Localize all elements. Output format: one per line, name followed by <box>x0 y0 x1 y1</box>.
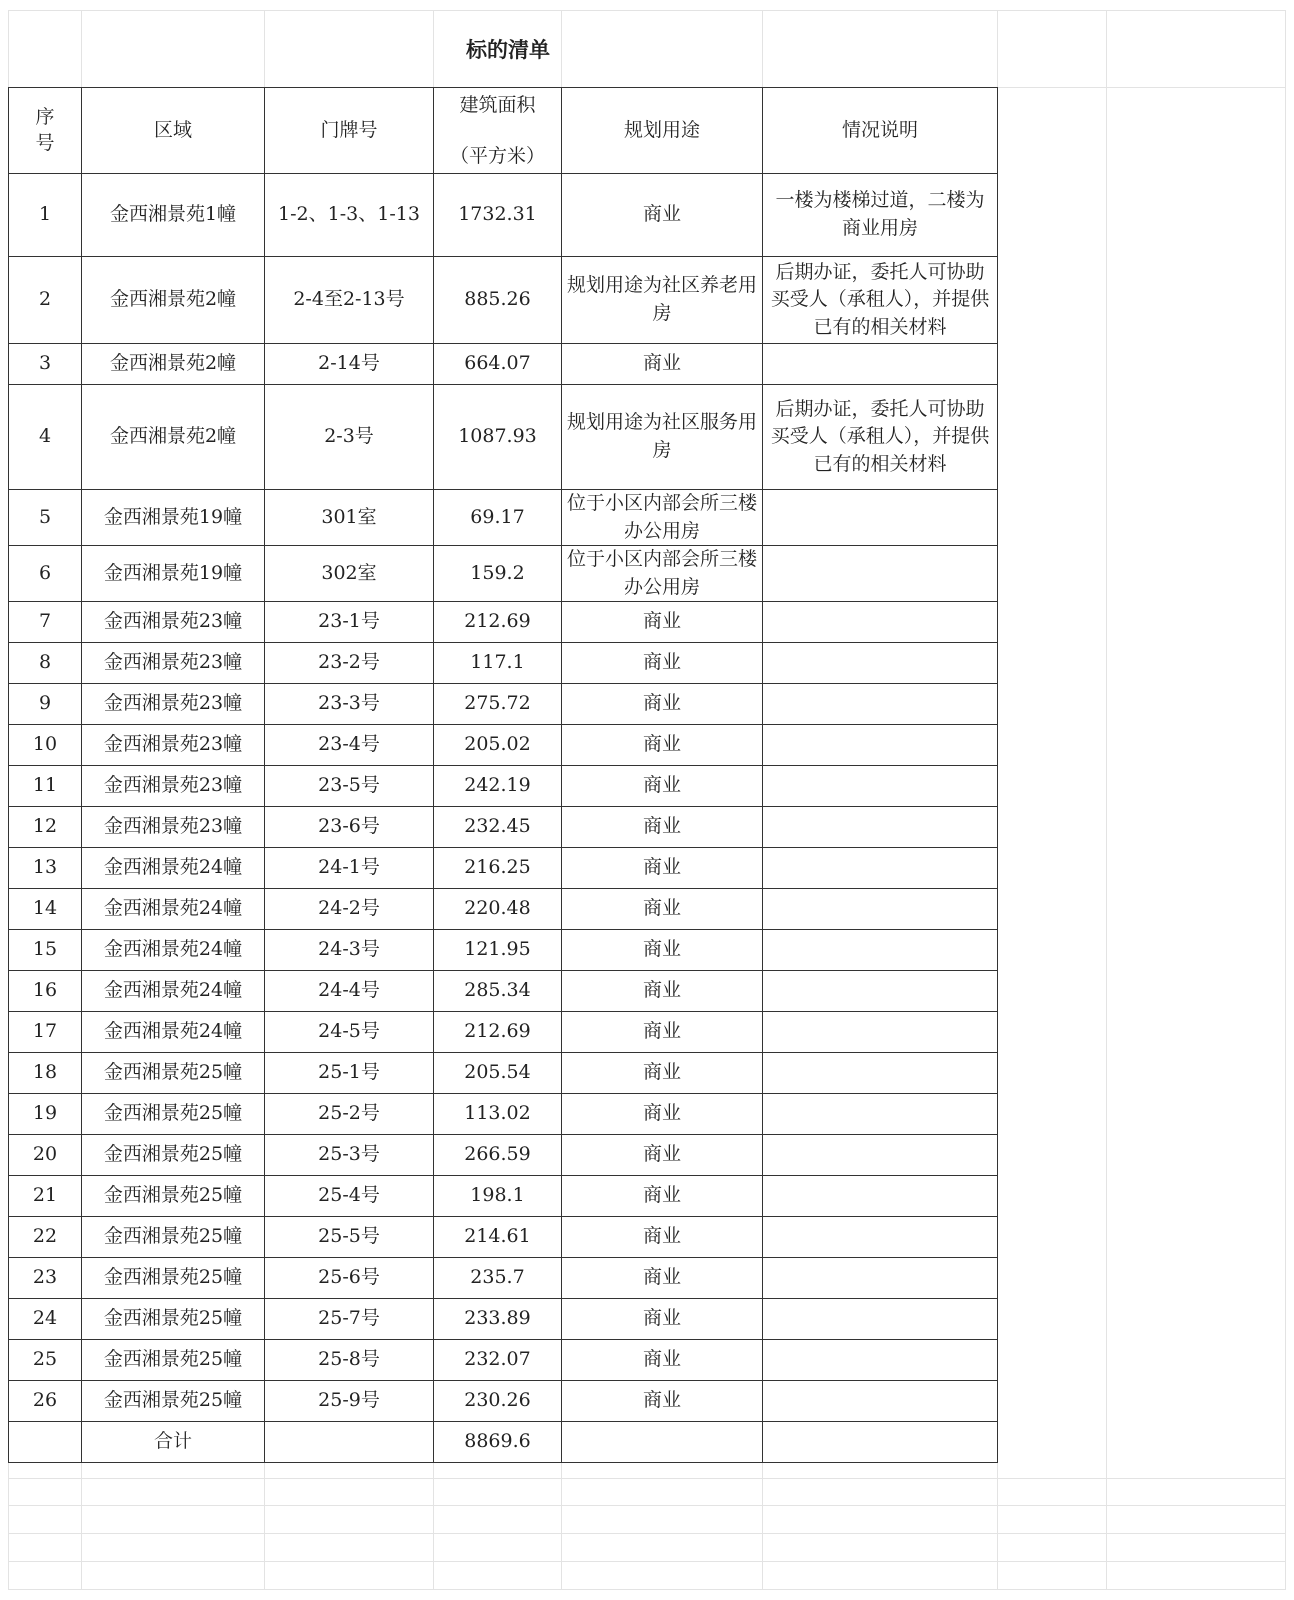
cell-size[interactable]: 216.25 <box>434 848 562 889</box>
cell-size[interactable]: 232.07 <box>434 1340 562 1381</box>
cell-use[interactable]: 位于小区内部会所三楼办公用房 <box>562 546 763 602</box>
cell-note[interactable] <box>763 1299 998 1340</box>
cell-area[interactable]: 金西湘景苑23幢 <box>82 807 265 848</box>
cell-note[interactable] <box>763 930 998 971</box>
cell-seq[interactable]: 13 <box>9 848 82 889</box>
cell-use[interactable]: 商业 <box>562 602 763 643</box>
table-row <box>9 1258 998 1299</box>
table-row <box>9 643 998 684</box>
cell-door[interactable]: 24-2号 <box>265 889 434 930</box>
cell-size[interactable]: 214.61 <box>434 1217 562 1258</box>
cell-door[interactable]: 1-2、1-3、1-13 <box>265 174 434 257</box>
total-seq-cell[interactable] <box>9 1422 82 1463</box>
cell-area[interactable]: 金西湘景苑19幢 <box>82 546 265 602</box>
cell-note[interactable] <box>763 1176 998 1217</box>
cell-use[interactable]: 商业 <box>562 1176 763 1217</box>
cell-use[interactable]: 商业 <box>562 930 763 971</box>
cell-note[interactable] <box>763 725 998 766</box>
cell-note[interactable]: 后期办证，委托人可协助买受人（承租人），并提供已有的相关材料 <box>763 257 998 344</box>
cell-seq[interactable]: 5 <box>9 490 82 546</box>
cell-size[interactable]: 1732.31 <box>434 174 562 257</box>
table-row <box>9 1135 998 1176</box>
cell-size[interactable]: 212.69 <box>434 602 562 643</box>
table-row <box>9 807 998 848</box>
cell-size[interactable]: 285.34 <box>434 971 562 1012</box>
cell-seq[interactable]: 17 <box>9 1012 82 1053</box>
cell-seq[interactable]: 18 <box>9 1053 82 1094</box>
cell-note[interactable] <box>763 643 998 684</box>
cell-note[interactable] <box>763 602 998 643</box>
cell-use[interactable]: 商业 <box>562 766 763 807</box>
table-row <box>9 971 998 1012</box>
header-size-line1: 建筑面积 <box>459 94 536 117</box>
cell-use[interactable]: 商业 <box>562 971 763 1012</box>
cell-door[interactable]: 25-9号 <box>265 1381 434 1422</box>
cell-area[interactable]: 金西湘景苑24幢 <box>82 930 265 971</box>
cell-area[interactable]: 金西湘景苑2幢 <box>82 257 265 344</box>
cell-seq[interactable]: 23 <box>9 1258 82 1299</box>
table-row <box>9 1053 998 1094</box>
cell-area[interactable]: 金西湘景苑25幢 <box>82 1217 265 1258</box>
cell-size[interactable]: 117.1 <box>434 643 562 684</box>
cell-seq[interactable]: 25 <box>9 1340 82 1381</box>
cell-use[interactable]: 商业 <box>562 848 763 889</box>
cell-use[interactable]: 商业 <box>562 1381 763 1422</box>
total-label[interactable]: 合计 <box>82 1422 265 1463</box>
cell-door[interactable]: 23-2号 <box>265 643 434 684</box>
cell-note[interactable] <box>763 490 998 546</box>
cell-door[interactable]: 24-5号 <box>265 1012 434 1053</box>
table-row <box>9 1217 998 1258</box>
table-row <box>9 1094 998 1135</box>
header-size-line2: （平方米） <box>449 144 545 167</box>
header-size[interactable] <box>434 88 562 174</box>
cell-use[interactable]: 商业 <box>562 344 763 385</box>
cell-door[interactable]: 25-4号 <box>265 1176 434 1217</box>
cell-seq[interactable]: 14 <box>9 889 82 930</box>
cell-area[interactable]: 金西湘景苑25幢 <box>82 1135 265 1176</box>
cell-seq[interactable]: 10 <box>9 725 82 766</box>
cell-seq[interactable]: 9 <box>9 684 82 725</box>
cell-door[interactable]: 2-14号 <box>265 344 434 385</box>
cell-door[interactable]: 2-4至2-13号 <box>265 257 434 344</box>
cell-area[interactable]: 金西湘景苑1幢 <box>82 174 265 257</box>
table-row <box>9 684 998 725</box>
cell-door[interactable]: 25-8号 <box>265 1340 434 1381</box>
cell-area[interactable]: 金西湘景苑23幢 <box>82 766 265 807</box>
cell-use[interactable]: 商业 <box>562 1258 763 1299</box>
cell-note[interactable] <box>763 546 998 602</box>
table-row <box>9 257 998 344</box>
cell-seq[interactable]: 12 <box>9 807 82 848</box>
table-row <box>9 1012 998 1053</box>
cell-area[interactable]: 金西湘景苑25幢 <box>82 1176 265 1217</box>
table-row <box>9 602 998 643</box>
cell-seq[interactable]: 4 <box>9 385 82 490</box>
asset-table <box>8 87 998 1463</box>
cell-area[interactable]: 金西湘景苑24幢 <box>82 889 265 930</box>
cell-area[interactable]: 金西湘景苑19幢 <box>82 490 265 546</box>
total-note-cell[interactable] <box>763 1422 998 1463</box>
cell-area[interactable]: 金西湘景苑25幢 <box>82 1053 265 1094</box>
cell-door[interactable]: 24-1号 <box>265 848 434 889</box>
cell-note[interactable] <box>763 1340 998 1381</box>
cell-door[interactable]: 25-2号 <box>265 1094 434 1135</box>
cell-door[interactable]: 25-3号 <box>265 1135 434 1176</box>
cell-door[interactable]: 2-3号 <box>265 385 434 490</box>
cell-use[interactable]: 商业 <box>562 889 763 930</box>
cell-seq[interactable]: 21 <box>9 1176 82 1217</box>
cell-size[interactable]: 885.26 <box>434 257 562 344</box>
cell-area[interactable]: 金西湘景苑25幢 <box>82 1299 265 1340</box>
table-row <box>9 546 998 602</box>
cell-area[interactable]: 金西湘景苑24幢 <box>82 848 265 889</box>
cell-note[interactable] <box>763 1012 998 1053</box>
cell-area[interactable]: 金西湘景苑23幢 <box>82 725 265 766</box>
cell-door[interactable]: 25-5号 <box>265 1217 434 1258</box>
header-door[interactable]: 门牌号 <box>265 88 434 174</box>
cell-size[interactable]: 69.17 <box>434 490 562 546</box>
cell-door[interactable]: 23-3号 <box>265 684 434 725</box>
cell-note[interactable] <box>763 1053 998 1094</box>
cell-area[interactable]: 金西湘景苑25幢 <box>82 1381 265 1422</box>
cell-use[interactable]: 商业 <box>562 684 763 725</box>
table-row <box>9 766 998 807</box>
cell-area[interactable]: 金西湘景苑25幢 <box>82 1094 265 1135</box>
cell-size[interactable]: 220.48 <box>434 889 562 930</box>
table-row <box>9 1381 998 1422</box>
cell-size[interactable]: 232.45 <box>434 807 562 848</box>
cell-area[interactable]: 金西湘景苑24幢 <box>82 971 265 1012</box>
cell-area[interactable]: 金西湘景苑2幢 <box>82 385 265 490</box>
table-row <box>9 848 998 889</box>
cell-note[interactable] <box>763 848 998 889</box>
cell-use[interactable]: 商业 <box>562 1299 763 1340</box>
cell-note[interactable] <box>763 344 998 385</box>
cell-door[interactable]: 25-1号 <box>265 1053 434 1094</box>
table-row <box>9 930 998 971</box>
cell-note[interactable] <box>763 971 998 1012</box>
cell-note[interactable] <box>763 766 998 807</box>
cell-note[interactable] <box>763 807 998 848</box>
cell-note[interactable] <box>763 684 998 725</box>
table-row <box>9 1340 998 1381</box>
cell-door[interactable]: 23-1号 <box>265 602 434 643</box>
cell-size[interactable]: 121.95 <box>434 930 562 971</box>
cell-use[interactable]: 商业 <box>562 725 763 766</box>
cell-note[interactable] <box>763 889 998 930</box>
cell-seq[interactable]: 24 <box>9 1299 82 1340</box>
cell-use[interactable]: 商业 <box>562 174 763 257</box>
cell-area[interactable]: 金西湘景苑25幢 <box>82 1340 265 1381</box>
cell-seq[interactable]: 3 <box>9 344 82 385</box>
total-size[interactable]: 8869.6 <box>434 1422 562 1463</box>
cell-note[interactable]: 一楼为楼梯过道，二楼为商业用房 <box>763 174 998 257</box>
cell-note[interactable] <box>763 1135 998 1176</box>
cell-area[interactable]: 金西湘景苑23幢 <box>82 684 265 725</box>
cell-seq[interactable]: 6 <box>9 546 82 602</box>
cell-size[interactable]: 242.19 <box>434 766 562 807</box>
table-row <box>9 490 998 546</box>
cell-seq[interactable]: 8 <box>9 643 82 684</box>
cell-size[interactable]: 113.02 <box>434 1094 562 1135</box>
cell-door[interactable]: 23-4号 <box>265 725 434 766</box>
header-use[interactable]: 规划用途 <box>562 88 763 174</box>
cell-area[interactable]: 金西湘景苑25幢 <box>82 1258 265 1299</box>
cell-size[interactable]: 664.07 <box>434 344 562 385</box>
cell-seq[interactable]: 15 <box>9 930 82 971</box>
cell-use[interactable]: 商业 <box>562 1135 763 1176</box>
total-row <box>9 1422 998 1463</box>
cell-note[interactable]: 后期办证，委托人可协助买受人（承租人），并提供已有的相关材料 <box>763 385 998 490</box>
cell-size[interactable]: 159.2 <box>434 546 562 602</box>
cell-use[interactable]: 商业 <box>562 1340 763 1381</box>
cell-use[interactable]: 规划用途为社区服务用房 <box>562 385 763 490</box>
header-note[interactable]: 情况说明 <box>763 88 998 174</box>
header-seq[interactable]: 序号 <box>9 88 82 174</box>
header-row <box>9 88 998 174</box>
cell-note[interactable] <box>763 1094 998 1135</box>
cell-seq[interactable]: 11 <box>9 766 82 807</box>
cell-door[interactable]: 24-3号 <box>265 930 434 971</box>
cell-door[interactable]: 301室 <box>265 490 434 546</box>
cell-door[interactable]: 24-4号 <box>265 971 434 1012</box>
cell-note[interactable] <box>763 1381 998 1422</box>
total-door-cell[interactable] <box>265 1422 434 1463</box>
cell-seq[interactable]: 16 <box>9 971 82 1012</box>
table-row <box>9 1176 998 1217</box>
cell-size[interactable]: 266.59 <box>434 1135 562 1176</box>
cell-size[interactable]: 230.26 <box>434 1381 562 1422</box>
cell-size[interactable]: 198.1 <box>434 1176 562 1217</box>
cell-use[interactable]: 商业 <box>562 807 763 848</box>
cell-size[interactable]: 205.02 <box>434 725 562 766</box>
sheet-title: 标的清单 <box>466 37 550 62</box>
cell-seq[interactable]: 1 <box>9 174 82 257</box>
cell-use[interactable]: 商业 <box>562 643 763 684</box>
total-use-cell[interactable] <box>562 1422 763 1463</box>
table-row <box>9 1299 998 1340</box>
cell-seq[interactable]: 7 <box>9 602 82 643</box>
cell-use[interactable]: 规划用途为社区养老用房 <box>562 257 763 344</box>
cell-note[interactable] <box>763 1258 998 1299</box>
cell-seq[interactable]: 26 <box>9 1381 82 1422</box>
cell-use[interactable]: 位于小区内部会所三楼办公用房 <box>562 490 763 546</box>
cell-door[interactable]: 302室 <box>265 546 434 602</box>
cell-seq[interactable]: 2 <box>9 257 82 344</box>
cell-area[interactable]: 金西湘景苑23幢 <box>82 602 265 643</box>
cell-door[interactable]: 25-6号 <box>265 1258 434 1299</box>
cell-size[interactable]: 275.72 <box>434 684 562 725</box>
cell-area[interactable]: 金西湘景苑24幢 <box>82 1012 265 1053</box>
table-row <box>9 174 998 257</box>
cell-door[interactable]: 23-6号 <box>265 807 434 848</box>
cell-door[interactable]: 23-5号 <box>265 766 434 807</box>
table-row <box>9 344 998 385</box>
cell-size[interactable]: 205.54 <box>434 1053 562 1094</box>
table-row <box>9 385 998 490</box>
cell-door[interactable]: 25-7号 <box>265 1299 434 1340</box>
cell-size[interactable]: 235.7 <box>434 1258 562 1299</box>
cell-use[interactable]: 商业 <box>562 1012 763 1053</box>
cell-size[interactable]: 1087.93 <box>434 385 562 490</box>
cell-size[interactable]: 212.69 <box>434 1012 562 1053</box>
cell-size[interactable]: 233.89 <box>434 1299 562 1340</box>
header-area[interactable]: 区域 <box>82 88 265 174</box>
cell-note[interactable] <box>763 1217 998 1258</box>
cell-area[interactable]: 金西湘景苑2幢 <box>82 344 265 385</box>
cell-use[interactable]: 商业 <box>562 1053 763 1094</box>
table-row <box>9 725 998 766</box>
table-row <box>9 889 998 930</box>
cell-seq[interactable]: 20 <box>9 1135 82 1176</box>
cell-seq[interactable]: 19 <box>9 1094 82 1135</box>
cell-use[interactable]: 商业 <box>562 1094 763 1135</box>
cell-use[interactable]: 商业 <box>562 1217 763 1258</box>
cell-seq[interactable]: 22 <box>9 1217 82 1258</box>
cell-area[interactable]: 金西湘景苑23幢 <box>82 643 265 684</box>
